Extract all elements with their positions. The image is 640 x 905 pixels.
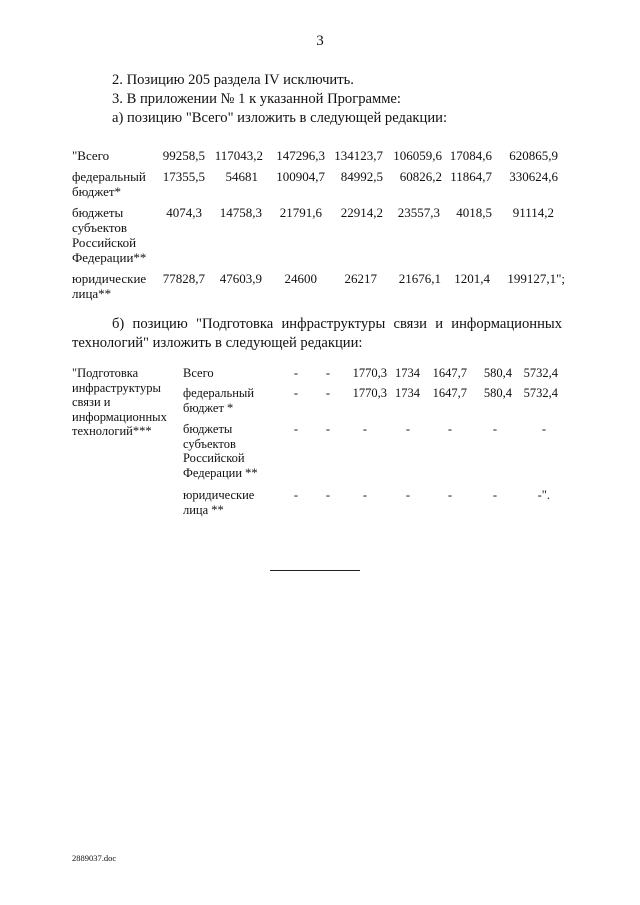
table-a-cell: 23557,3 bbox=[397, 205, 440, 220]
table-a-cell: 26217 bbox=[344, 271, 377, 286]
paragraph-item-3: 3. В приложении № 1 к указанной Программе: bbox=[112, 91, 401, 107]
table-a-cell: 1201,4 bbox=[454, 271, 490, 286]
closing-rule bbox=[270, 570, 360, 571]
table-a-cell: 99258,5 bbox=[162, 148, 205, 163]
table-b-row-label: Всего bbox=[183, 366, 214, 380]
page-number: 3 bbox=[316, 33, 324, 49]
table-a-cell: 117043,2 bbox=[214, 148, 263, 163]
table-a-cell: 24600 bbox=[284, 271, 317, 286]
table-a-cell: 17084,6 bbox=[449, 148, 492, 163]
table-a-cell: 54681 bbox=[225, 169, 258, 184]
table-a-cell: 4074,3 bbox=[166, 205, 202, 220]
table-b-cell: - bbox=[293, 366, 298, 380]
table-b-row-label: бюджеты субъектов Российской Федерации ** bbox=[183, 422, 258, 480]
table-b-cell: 5732,4 bbox=[523, 366, 558, 380]
table-b-cell: - bbox=[405, 488, 410, 502]
table-b-cell: 1770,3 bbox=[352, 366, 387, 380]
table-a-cell: 11864,7 bbox=[450, 169, 492, 184]
table-b-cell: 5732,4 bbox=[523, 386, 558, 400]
table-b-cell: 1734 bbox=[395, 366, 420, 380]
table-b-cell: - bbox=[293, 422, 298, 436]
table-a-cell: 91114,2 bbox=[512, 205, 554, 220]
table-b-cell: - bbox=[492, 422, 497, 436]
table-a-cell: 84992,5 bbox=[340, 169, 383, 184]
table-b-cell: - bbox=[447, 422, 452, 436]
table-b-cell: - bbox=[293, 386, 298, 400]
table-b-cell: - bbox=[362, 488, 367, 502]
table-a-cell: 620865,9 bbox=[509, 148, 558, 163]
table-b-position-title: "Подготовка инфраструктуры связи и информационных технологий*** bbox=[72, 366, 167, 438]
table-a-cell: 47603,9 bbox=[219, 271, 262, 286]
table-b-cell: 1734 bbox=[395, 386, 420, 400]
table-b-cell: - bbox=[405, 422, 410, 436]
table-a-cell: 21676,1 bbox=[398, 271, 441, 286]
table-b-cell: - bbox=[325, 366, 330, 380]
table-a-row-label: "Всего bbox=[72, 148, 110, 163]
table-a-row-label: юридические лица** bbox=[72, 271, 147, 301]
table-b-cell: - bbox=[541, 422, 546, 436]
table-a-cell: 100904,7 bbox=[276, 169, 325, 184]
table-a-row-label: бюджеты субъектов Российской Федерации** bbox=[72, 205, 147, 265]
table-a-cell: 199127,1"; bbox=[507, 271, 565, 286]
table-b-cell: -". bbox=[537, 488, 550, 502]
table-a-row-label: федеральный бюджет* bbox=[72, 169, 146, 199]
table-a-cell: 14758,3 bbox=[219, 205, 262, 220]
table-a-cell: 21791,6 bbox=[279, 205, 322, 220]
table-a-cell: 17355,5 bbox=[162, 169, 205, 184]
table-b-row-label: юридические лица ** bbox=[183, 488, 255, 517]
table-b-cell: - bbox=[325, 386, 330, 400]
table-a-cell: 4018,5 bbox=[456, 205, 492, 220]
table-b-row-label: федеральный бюджет * bbox=[183, 386, 255, 415]
table-b-cell: 1770,3 bbox=[352, 386, 387, 400]
document-filename: 2889037.doc bbox=[72, 853, 117, 863]
table-b-cell: - bbox=[325, 422, 330, 436]
table-b-cell: - bbox=[362, 422, 367, 436]
table-a-cell: 22914,2 bbox=[340, 205, 383, 220]
table-a-cell: 60826,2 bbox=[399, 169, 442, 184]
paragraph-subitem-a: а) позицию "Всего" изложить в следующей редакции: bbox=[112, 110, 447, 126]
table-b-cell: 580,4 bbox=[483, 366, 512, 380]
paragraph-subitem-b: б) позицию "Подготовка инфраструктуры связи и информационных технологий" изложить в следующей редакции: bbox=[72, 316, 562, 351]
table-a-cell: 77828,7 bbox=[162, 271, 205, 286]
table-b-cell: 580,4 bbox=[483, 386, 512, 400]
table-a-cell: 134123,7 bbox=[334, 148, 383, 163]
table-b-cell: 1647,7 bbox=[432, 366, 467, 380]
table-a-cell: 147296,3 bbox=[276, 148, 325, 163]
table-b-cell: 1647,7 bbox=[432, 386, 467, 400]
table-b-cell: - bbox=[325, 488, 330, 502]
table-a-cell: 106059,6 bbox=[393, 148, 442, 163]
table-b-cell: - bbox=[447, 488, 452, 502]
table-b-cell: - bbox=[293, 488, 298, 502]
table-b-cell: - bbox=[492, 488, 497, 502]
paragraph-item-2: 2. Позицию 205 раздела IV исключить. bbox=[112, 72, 354, 88]
table-a-cell: 330624,6 bbox=[509, 169, 558, 184]
